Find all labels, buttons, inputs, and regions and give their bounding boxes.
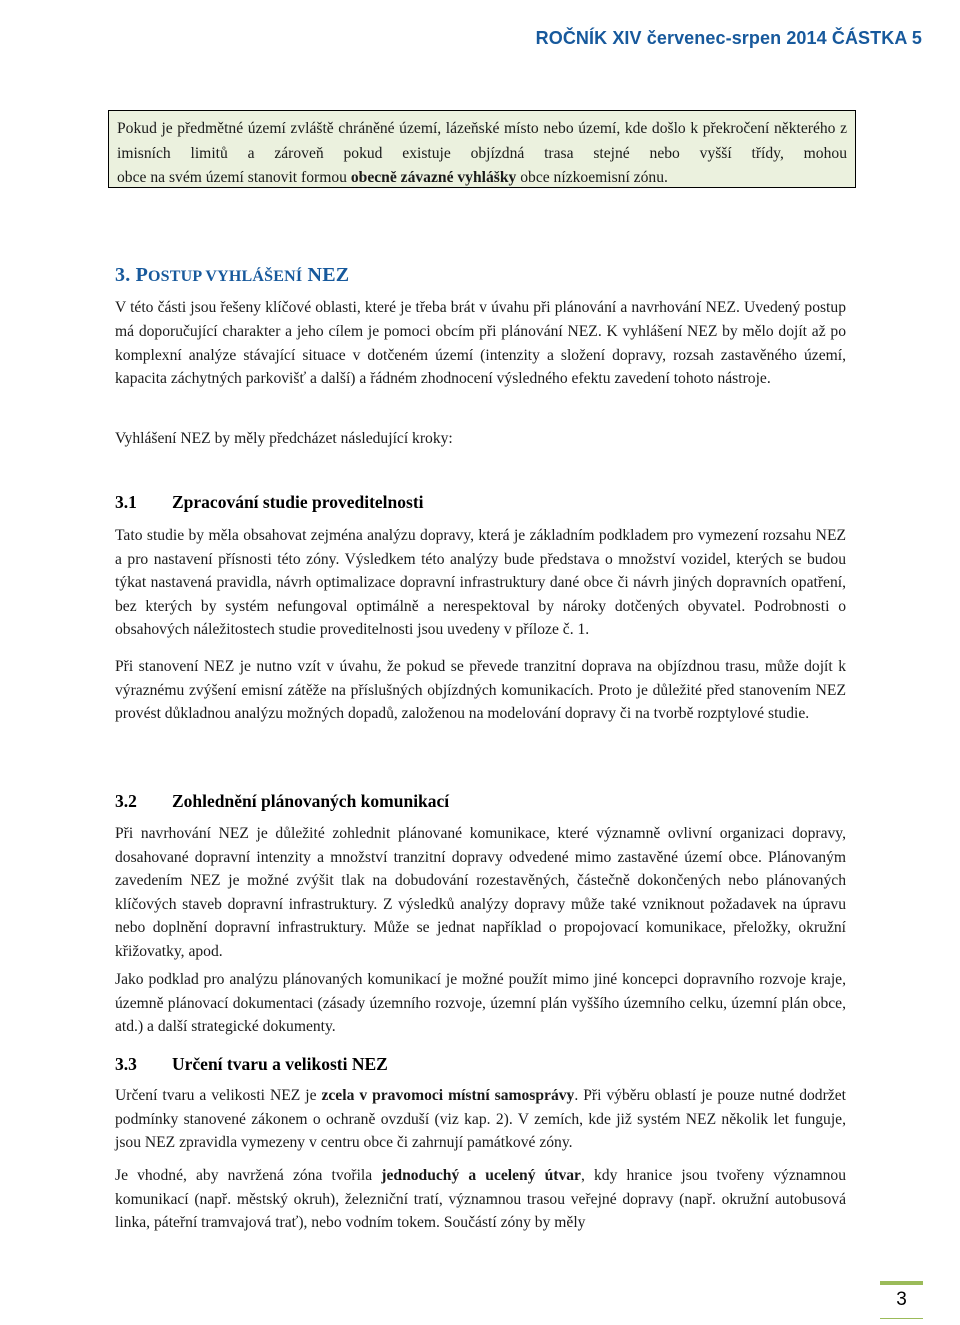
section-title: Určení tvaru a velikosti NEZ <box>172 1054 388 1074</box>
chapter-title-initial: P <box>135 264 149 286</box>
highlighted-note-box <box>108 110 856 188</box>
section-number: 3.2 <box>115 791 137 811</box>
section-3-1 <box>115 492 846 513</box>
note-text-bold: obecně závazné vyhlášky <box>350 169 517 186</box>
section-3-2 <box>115 791 846 812</box>
section-3-3-body-2 <box>115 1164 846 1235</box>
chapter-3-body-2 <box>115 427 846 451</box>
running-header: ROČNÍK XIV červenec-srpen 2014 ČÁSTKA 5 <box>535 28 922 48</box>
section-number: 3.3 <box>115 1054 137 1074</box>
section-3-3-paragraph-2 <box>115 1164 846 1235</box>
section-number: 3.1 <box>115 492 137 512</box>
paragraph-emphasis: zcela v pravomoci místní samosprávy <box>321 1087 575 1104</box>
paragraph-text: . Při výběru oblastí je pouze nutné dodržet podmínky stanovené zákonem o ochraně ovzduší (viz kap. 2). V zemích, kde již systém NEZ několik let funguje, jsou NEZ zpravidla vymezeny v centru obce či zahrnují památkové zóny. <box>115 1087 846 1152</box>
section-3-3-body <box>115 1084 846 1155</box>
note-text-last <box>117 166 847 191</box>
section-3-2-heading <box>115 791 846 812</box>
section-3-3-paragraph-1 <box>115 1084 846 1155</box>
section-3-1-body <box>115 524 846 642</box>
paragraph-text: , kdy hranice jsou tvořeny významnou komunikací (např. městský okruh), železniční tratí, významnou trasou veřejné dopravy (např. okružní autobusová linka, páteřní tramvajová trať), nebo vodním tokem. Součástí zóny by měly <box>115 1167 847 1232</box>
chapter-3-paragraph-2: Vyhlášení NEZ by měly předcházet následující kroky: <box>115 430 453 447</box>
paragraph-emphasis: jednoduchý a ucelený útvar <box>381 1167 581 1184</box>
chapter-title <box>136 264 350 286</box>
section-3-1-body-2 <box>115 655 846 726</box>
chapter-3-paragraph-1: V této části jsou řešeny klíčové oblasti, které je třeba brát v úvahu při plánování a navrhování NEZ. Uvedený postup má doporučující charakter a jeho cílem je pomoci obcím při plánování NEZ. K vyhlášení NEZ by mělo dojít až po komplexní analýze stávající situace v dotčeném území (intenzity a složení dopravy, rozsah zastavěného území, kapacita záchytných parkovišť a další) a řádném zhodnocení výsledného efektu zavedení tohoto nástroje. <box>115 299 846 388</box>
note-text-pre: obce na svém území stanovit formou <box>117 169 351 186</box>
paragraph-text: Určení tvaru a velikosti NEZ je <box>115 1087 322 1104</box>
page-number: 3 <box>896 1289 907 1310</box>
section-3-2-paragraph-1: Při navrhování NEZ je důležité zohlednit plánované komunikace, které významně ovlivní organizaci dopravy, dosahované dopravní intenzity a množství tranzitní dopravy odvedené mimo zastavěné území obce. Plánovaným zavedením NEZ je možné zvýšit tlak na dobudování rozestavěných, částečně dokončených nebo plánovaných klíčových staveb dopravní infrastruktury. Z výsledků analýzy dopravy může také vzniknout požadavek na úpravu nebo doplnění dopravní infrastruktury. Může se jednat například o propojovací komunikace, přeložky, okružní křižovatky, apod. <box>115 825 846 960</box>
section-title: Zohlednění plánovaných komunikací <box>172 791 450 811</box>
section-title: Zpracování studie proveditelnosti <box>172 492 424 512</box>
chapter-3 <box>115 264 846 287</box>
section-3-3 <box>115 1054 846 1075</box>
section-3-2-body-2 <box>115 968 846 1039</box>
chapter-3-body <box>115 296 846 391</box>
section-3-1-paragraph-2: Při stanovení NEZ je nutno vzít v úvahu, že pokud se převede tranzitní doprava na objízdnou trasu, může dojít k výraznému zvýšení emisní zátěže na příslušných objízdných komunikacích. Proto je důležité před stanovením NEZ provést důkladnou analýzu možných dopadů, založenou na modelování dopravy či na tvorbě rozptylové studie. <box>115 658 846 723</box>
section-3-2-body <box>115 822 846 964</box>
section-3-1-heading <box>115 492 846 513</box>
chapter-heading <box>115 264 846 287</box>
footer-accent-bar <box>880 1281 923 1285</box>
chapter-title-end: NEZ <box>307 264 350 286</box>
chapter-number: 3. <box>115 264 131 286</box>
chapter-title-smallcaps: OSTUP VYHLÁŠENÍ <box>148 268 303 285</box>
section-3-1-paragraph-1: Tato studie by měla obsahovat zejména analýzu dopravy, která je základním podkladem pro vymezení rozsahu NEZ a pro nastavení přísnosti této zóny. Výsledkem této analýzy bude představa o množství vozidel, kterých se budou týkat nastavená pravidla, návrh optimalizace dopravní infrastruktury dané obce či návrh jiných dopravních opatření, bez kterých by systém nefungoval optimálně a nerespektoval by nároky dotčených obyvatel. Podrobnosti o obsahových náležitostech studie proveditelnosti jsou uvedeny v příloze č. 1. <box>115 527 846 639</box>
footer-rule <box>880 1318 923 1319</box>
note-text-post: obce nízkoemisní zónu. <box>516 169 668 186</box>
paragraph-text: Je vhodné, aby navržená zóna tvořila <box>115 1167 382 1184</box>
note-text-main: Pokud je předmětné území zvláště chráněné území, lázeňské místo nebo území, kde došlo k překročení některého z imisních limitů a zároveň pokud existuje objízdná trasa stejné nebo vyšší třídy, mohou <box>117 120 847 162</box>
section-3-2-paragraph-2: Jako podklad pro analýzu plánovaných komunikací je možné použít mimo jiné koncepci dopravního rozvoje kraje, územně plánovací dokumentaci (zásady územního rozvoje, územní plán vyššího územního celku, územní plán obce, atd.) a další strategické dokumenty. <box>115 971 846 1036</box>
section-3-3-heading <box>115 1054 846 1075</box>
